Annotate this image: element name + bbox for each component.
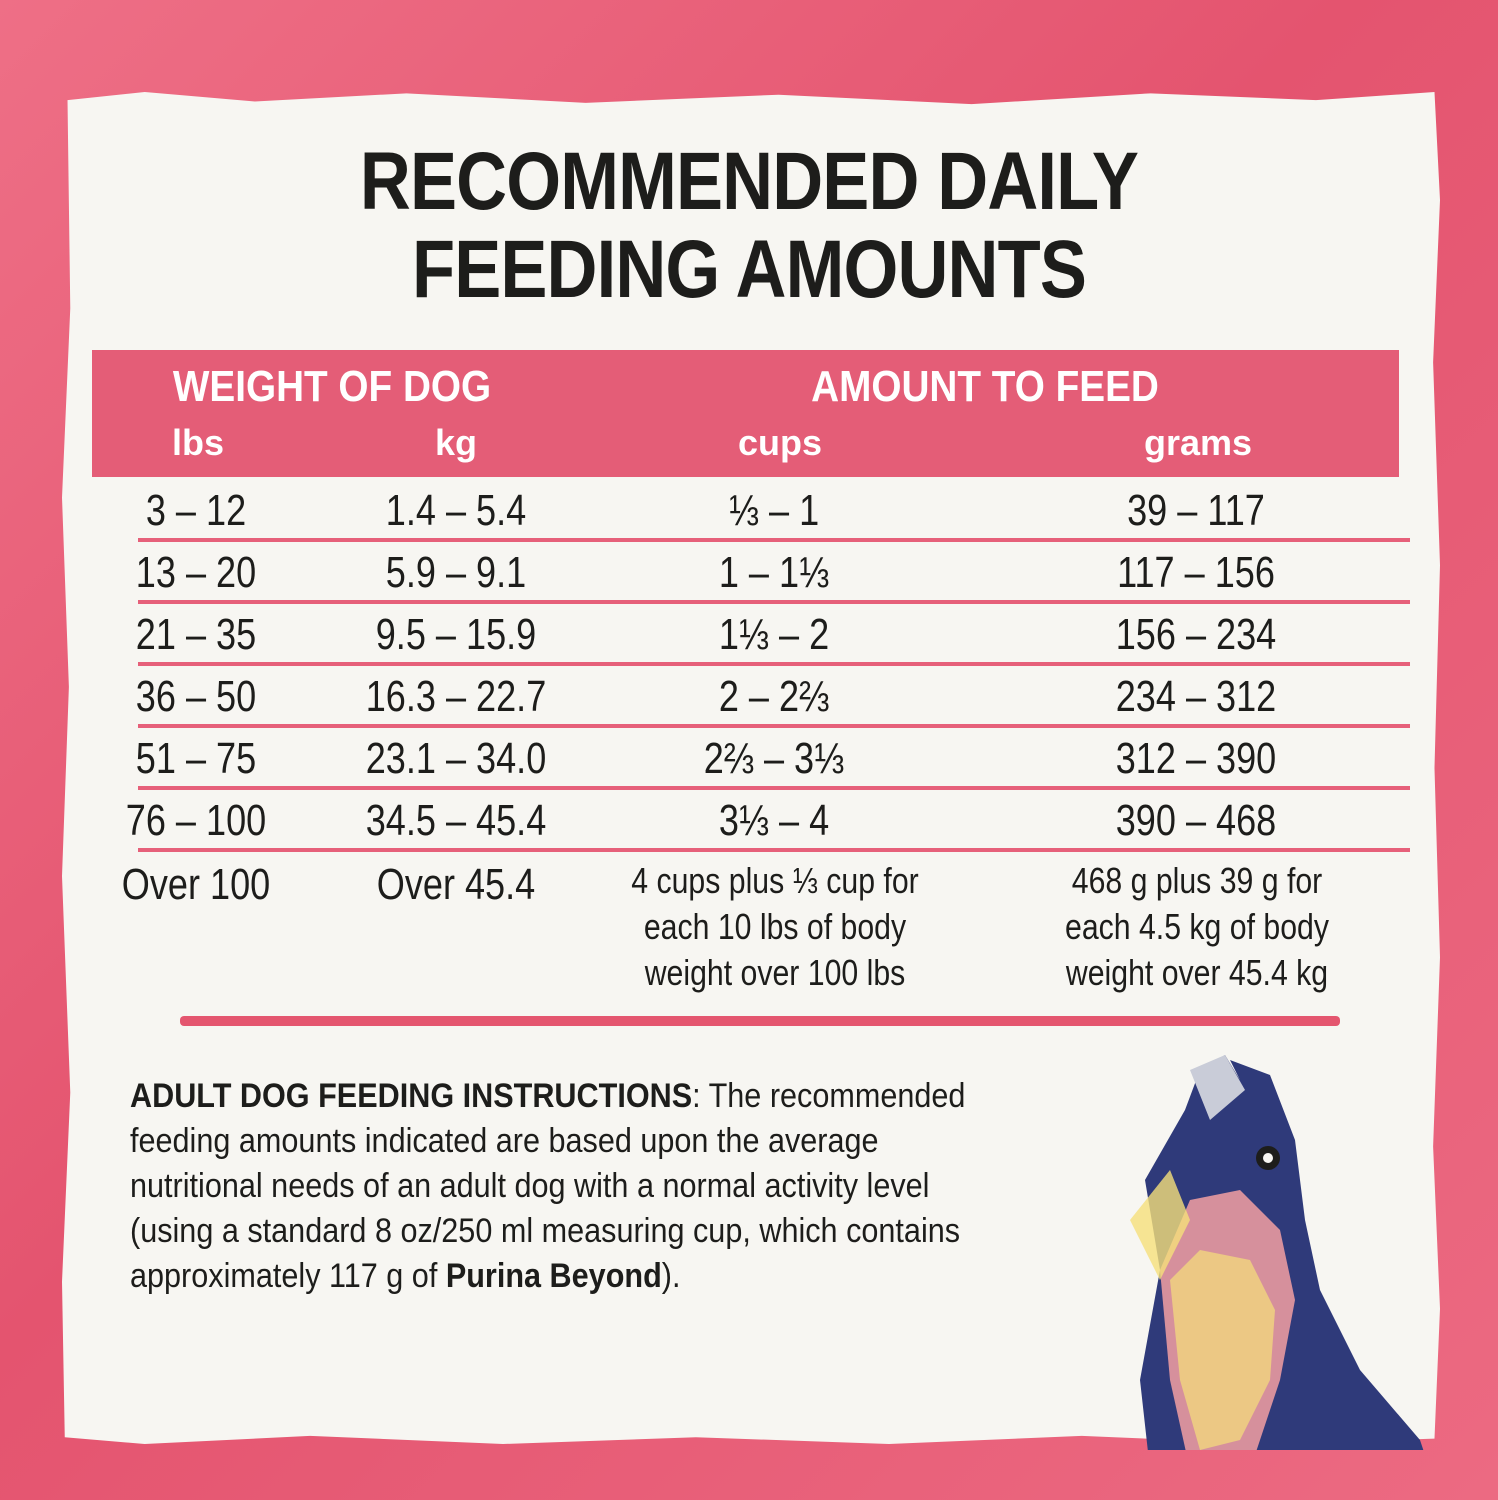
cell-grams: 312 – 390 (1115, 734, 1277, 783)
table-bottom-rule (180, 1016, 1340, 1026)
cell-kg: 23.1 – 34.0 (365, 734, 547, 783)
cell-lbs: 76 – 100 (125, 796, 267, 845)
header-kg: kg (434, 422, 477, 463)
cell-lbs: 13 – 20 (135, 548, 257, 597)
cell-grams: 390 – 468 (1115, 796, 1277, 845)
cell-cups: 2 – 2⅔ (718, 672, 830, 721)
cell-cups: 3⅓ – 4 (718, 796, 830, 845)
row-divider (138, 724, 1410, 728)
cell-kg: 34.5 – 45.4 (365, 796, 547, 845)
row-divider (138, 662, 1410, 666)
cell-lbs: 36 – 50 (135, 672, 257, 721)
cell-grams: 156 – 234 (1115, 610, 1277, 659)
feeding-instructions (130, 1074, 994, 1299)
row-divider (138, 600, 1410, 604)
cell-lbs: 21 – 35 (135, 610, 257, 659)
cell-grams: 39 – 117 (1127, 486, 1265, 535)
row-divider (138, 848, 1410, 852)
cell-lbs: 3 – 12 (145, 486, 247, 535)
cell-kg: 9.5 – 15.9 (375, 610, 537, 659)
cell-lbs: 51 – 75 (135, 734, 257, 783)
cell-kg: 5.9 – 9.1 (385, 548, 527, 597)
cell-lbs: Over 100 (121, 860, 271, 909)
instructions-heading: ADULT DOG FEEDING INSTRUCTIONS (130, 1077, 693, 1115)
row-divider (138, 538, 1410, 542)
header-weight-of-dog: WEIGHT OF DOG (172, 362, 492, 411)
cell-grams: 234 – 312 (1115, 672, 1277, 721)
cell-grams: 117 – 156 (1117, 548, 1275, 597)
row-divider (138, 786, 1410, 790)
salmon-icon (1130, 1050, 1430, 1450)
cell-kg: 16.3 – 22.7 (365, 672, 547, 721)
cell-cups: 1⅓ – 2 (718, 610, 830, 659)
cell-cups: 2⅔ – 3⅓ (703, 734, 845, 783)
header-cups: cups (737, 422, 823, 463)
header-grams: grams (1143, 422, 1253, 463)
instructions-brand: Purina Beyond (445, 1257, 662, 1295)
page-title-line2: FEEDING AMOUNTS (411, 224, 1087, 315)
cell-cups: ⅓ – 1 (728, 486, 820, 535)
cell-kg: 1.4 – 5.4 (385, 486, 527, 535)
cell-cups: 1 – 1⅓ (718, 548, 830, 597)
cell-cups-note: 4 cups plus ⅓ cup for each 10 lbs of body weight over 100 lbs (631, 860, 919, 993)
page-title-line1: RECOMMENDED DAILY (359, 136, 1139, 227)
cell-kg: Over 45.4 (376, 860, 536, 909)
header-lbs: lbs (171, 422, 224, 463)
cell-grams-note: 468 g plus 39 g for each 4.5 kg of body weight over 45.4 kg (1065, 860, 1329, 993)
instructions-text-end: ). (661, 1257, 681, 1295)
instructions-text: : The recommended feeding amounts indicated are based upon the average nutritional needs of an adult dog with a normal activity level (using a standard 8 oz/250 ml measuring cup, which contains approximately 117 g of (130, 1077, 966, 1295)
header-amount-to-feed: AMOUNT TO FEED (811, 362, 1159, 411)
